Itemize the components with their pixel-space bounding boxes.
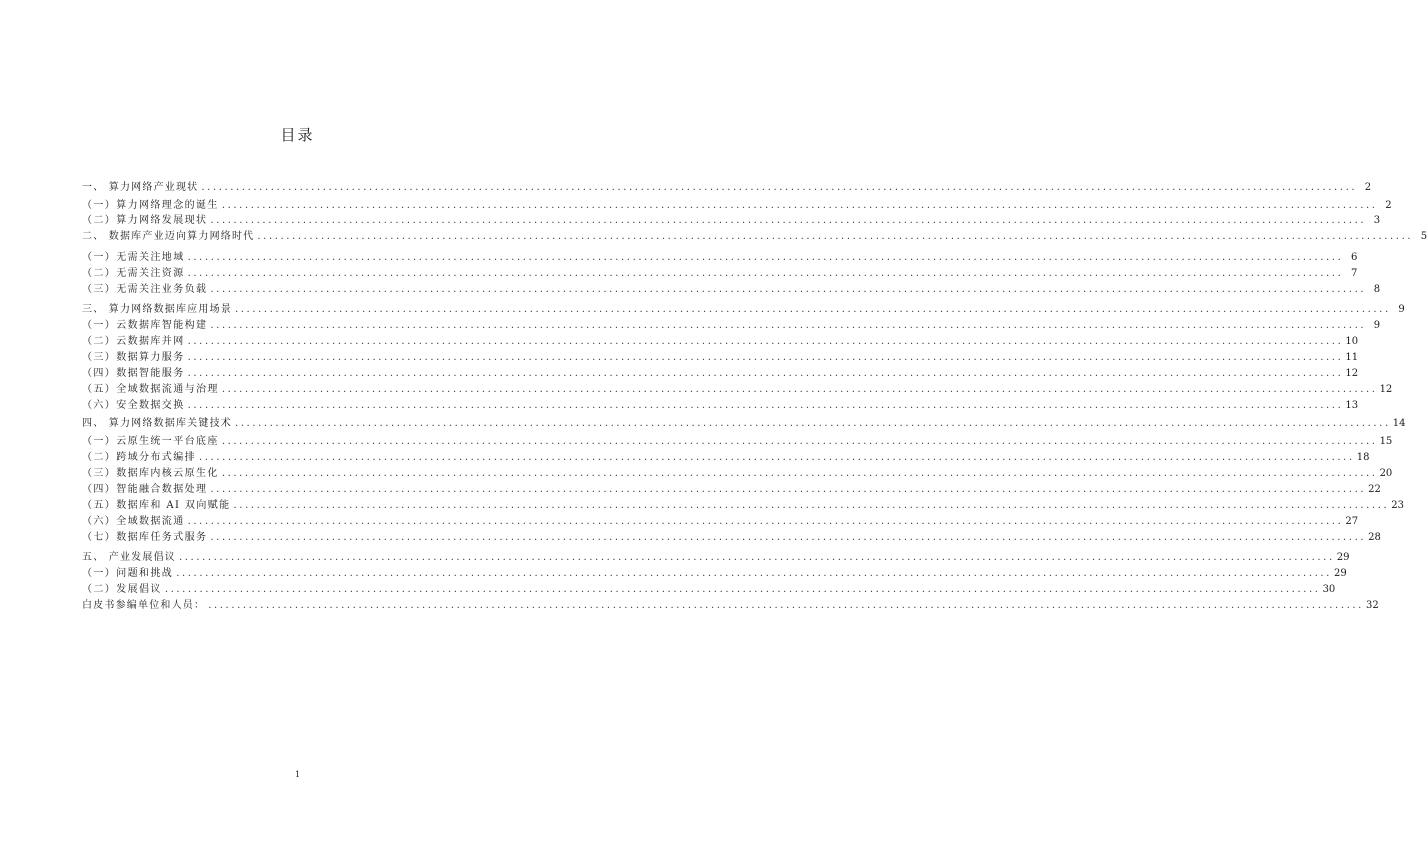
toc-leader-dots: ........................................................................................................................................................................................................ bbox=[210, 215, 1367, 226]
toc-entry[interactable] bbox=[82, 548, 1350, 564]
toc-entry-label: （三）数据库内核云原生化 bbox=[82, 468, 219, 479]
toc-entry-label: （四）数据智能服务 bbox=[82, 368, 185, 379]
toc-entry-label: （七）数据库任务式服务 bbox=[82, 532, 208, 543]
toc-leader-dots: ........................................................................................................................................................................................................ bbox=[187, 368, 1344, 379]
toc-entry-label: 一、 算力网络产业现状 bbox=[82, 182, 199, 193]
toc-leader-dots: ........................................................................................................................................................................................................ bbox=[164, 584, 1321, 595]
toc-entry-page: 9 bbox=[1398, 304, 1405, 315]
toc-entry[interactable] bbox=[82, 196, 1392, 212]
toc-entry-page: 32 bbox=[1365, 600, 1379, 611]
toc-entry-label: （五）全域数据流通与治理 bbox=[82, 384, 219, 395]
toc-leader-dots: ........................................................................................................................................................................................................ bbox=[221, 468, 1378, 479]
toc-entry[interactable] bbox=[82, 480, 1381, 496]
toc-leader-dots: ........................................................................................................................................................................................................ bbox=[201, 182, 1358, 193]
toc-entry[interactable] bbox=[82, 496, 1405, 512]
toc-leader-dots: ........................................................................................................................................................................................................ bbox=[187, 400, 1344, 411]
toc-entry-page: 2 bbox=[1364, 182, 1372, 193]
toc-leader-dots: ........................................................................................................................................................................................................ bbox=[221, 200, 1378, 211]
toc-entry-page: 8 bbox=[1373, 284, 1381, 295]
toc-entry-label: （三）无需关注业务负载 bbox=[82, 284, 208, 295]
toc-leader-dots: ........................................................................................................................................................................................................ bbox=[187, 352, 1344, 363]
toc-leader-dots: ........................................................................................................................................................................................................ bbox=[210, 532, 1367, 543]
toc-entry[interactable] bbox=[82, 280, 1381, 296]
toc-entry[interactable] bbox=[82, 300, 1405, 316]
toc-entry-page: 9 bbox=[1373, 320, 1381, 331]
toc-entry-page: 6 bbox=[1350, 252, 1358, 263]
toc-leader-dots: ........................................................................................................................................................................................................ bbox=[176, 568, 1332, 579]
toc-entry-label: 五、 产业发展倡议 bbox=[82, 552, 176, 563]
toc-entry[interactable] bbox=[82, 464, 1393, 480]
toc-leader-dots: ........................................................................................................................................................................................................ bbox=[234, 304, 1391, 315]
toc-leader-dots: ........................................................................................................................................................................................................ bbox=[178, 552, 1335, 563]
toc-entry[interactable] bbox=[82, 580, 1336, 596]
toc-entry-label: （二）跨域分布式编排 bbox=[82, 452, 196, 463]
toc-entry-page: 22 bbox=[1368, 484, 1381, 495]
toc-entry-label: （一）云原生统一平台底座 bbox=[82, 436, 219, 447]
toc-leader-dots: ........................................................................................................................................................................................................ bbox=[187, 252, 1344, 263]
toc-entry[interactable] bbox=[82, 596, 1379, 612]
toc-leader-dots: ........................................................................................................................................................................................................ bbox=[234, 418, 1391, 429]
toc-entry-label: （五）数据库和 AI 双向赋能 bbox=[82, 500, 231, 511]
toc-entry[interactable] bbox=[82, 178, 1372, 194]
toc-leader-dots: ........................................................................................................................................................................................................ bbox=[233, 500, 1390, 511]
toc-entry-label: （六）安全数据交换 bbox=[82, 400, 185, 411]
toc-entry[interactable] bbox=[82, 564, 1347, 580]
toc-leader-dots: ........................................................................................................................................................................................................ bbox=[221, 436, 1378, 447]
toc-entry-page: 23 bbox=[1391, 500, 1405, 511]
toc-entry-label: （二）云数据库并网 bbox=[82, 336, 185, 347]
toc-leader-dots: ........................................................................................................................................................................................................ bbox=[210, 484, 1367, 495]
toc-entry-label: 三、 算力网络数据库应用场景 bbox=[82, 304, 232, 315]
toc-entry[interactable] bbox=[82, 264, 1358, 280]
toc-entry[interactable] bbox=[82, 348, 1359, 364]
toc-entry[interactable] bbox=[82, 396, 1359, 412]
toc-entry-page: 29 bbox=[1333, 568, 1347, 579]
toc-entry-page: 2 bbox=[1385, 200, 1392, 211]
toc-entry-page: 10 bbox=[1345, 336, 1359, 347]
toc-entry-label: （一）云数据库智能构建 bbox=[82, 320, 208, 331]
toc-entry-label: 白皮书参编单位和人员： bbox=[82, 600, 206, 611]
toc-entry[interactable] bbox=[82, 227, 1427, 243]
page-number: 1 bbox=[294, 770, 301, 779]
toc-entry[interactable] bbox=[82, 248, 1358, 264]
toc-entry[interactable] bbox=[82, 432, 1393, 448]
toc-entry-label: （二）算力网络发展现状 bbox=[82, 215, 208, 226]
toc-entry-page: 18 bbox=[1356, 452, 1370, 463]
toc-entry[interactable] bbox=[82, 316, 1381, 332]
toc-entry-label: 二、 数据库产业迈向算力网络时代 bbox=[82, 231, 255, 242]
toc-entry-label: （一）无需关注地域 bbox=[82, 252, 185, 263]
toc-entry[interactable] bbox=[82, 332, 1359, 348]
toc-entry-page: 12 bbox=[1379, 384, 1393, 395]
page-title: 目录 bbox=[280, 126, 315, 144]
toc-leader-dots: ........................................................................................................................................................................................................ bbox=[199, 452, 1355, 463]
toc-entry-label: 四、 算力网络数据库关键技术 bbox=[82, 418, 232, 429]
toc-leader-dots: ........................................................................................................................................................................................................ bbox=[187, 336, 1344, 347]
toc-entry-page: 13 bbox=[1345, 400, 1359, 411]
toc-entry-page: 11 bbox=[1345, 352, 1359, 363]
toc-entry-page: 15 bbox=[1379, 436, 1393, 447]
toc-leader-dots: ........................................................................................................................................................................................................ bbox=[210, 284, 1367, 295]
toc-entry-page: 12 bbox=[1345, 368, 1359, 379]
toc-entry[interactable] bbox=[82, 512, 1359, 528]
toc-leader-dots: ........................................................................................................................................................................................................ bbox=[257, 231, 1414, 242]
toc-entry-page: 14 bbox=[1392, 418, 1406, 429]
toc-entry-page: 5 bbox=[1420, 231, 1427, 242]
toc-entry-page: 29 bbox=[1336, 552, 1350, 563]
toc-leader-dots: ........................................................................................................................................................................................................ bbox=[208, 600, 1364, 611]
toc-leader-dots: ........................................................................................................................................................................................................ bbox=[221, 384, 1378, 395]
toc-entry-label: （三）数据算力服务 bbox=[82, 352, 185, 363]
toc-entry-label: （一）问题和挑战 bbox=[82, 568, 174, 579]
toc-entry[interactable] bbox=[82, 380, 1393, 396]
toc-entry-label: （一）算力网络理念的诞生 bbox=[82, 200, 219, 211]
toc-entry-page: 3 bbox=[1373, 215, 1381, 226]
toc-entry-page: 27 bbox=[1345, 516, 1359, 527]
toc-entry-page: 28 bbox=[1368, 532, 1381, 543]
toc-entry-label: （六）全域数据流通 bbox=[82, 516, 185, 527]
toc-entry[interactable] bbox=[82, 364, 1359, 380]
toc-entry[interactable] bbox=[82, 528, 1381, 544]
toc-entry[interactable] bbox=[82, 448, 1370, 464]
toc-entry[interactable] bbox=[82, 414, 1406, 430]
toc-entry-label: （二）发展倡议 bbox=[82, 584, 162, 595]
toc-entry-page: 7 bbox=[1350, 268, 1358, 279]
toc-entry-page: 20 bbox=[1379, 468, 1393, 479]
toc-entry-page: 30 bbox=[1322, 584, 1336, 595]
toc-entry-label: （二）无需关注资源 bbox=[82, 268, 185, 279]
toc-entry[interactable] bbox=[82, 211, 1381, 227]
toc-leader-dots: ........................................................................................................................................................................................................ bbox=[187, 268, 1344, 279]
toc-entry-label: （四）智能融合数据处理 bbox=[82, 484, 208, 495]
toc-leader-dots: ........................................................................................................................................................................................................ bbox=[187, 516, 1344, 527]
toc-leader-dots: ........................................................................................................................................................................................................ bbox=[210, 320, 1367, 331]
